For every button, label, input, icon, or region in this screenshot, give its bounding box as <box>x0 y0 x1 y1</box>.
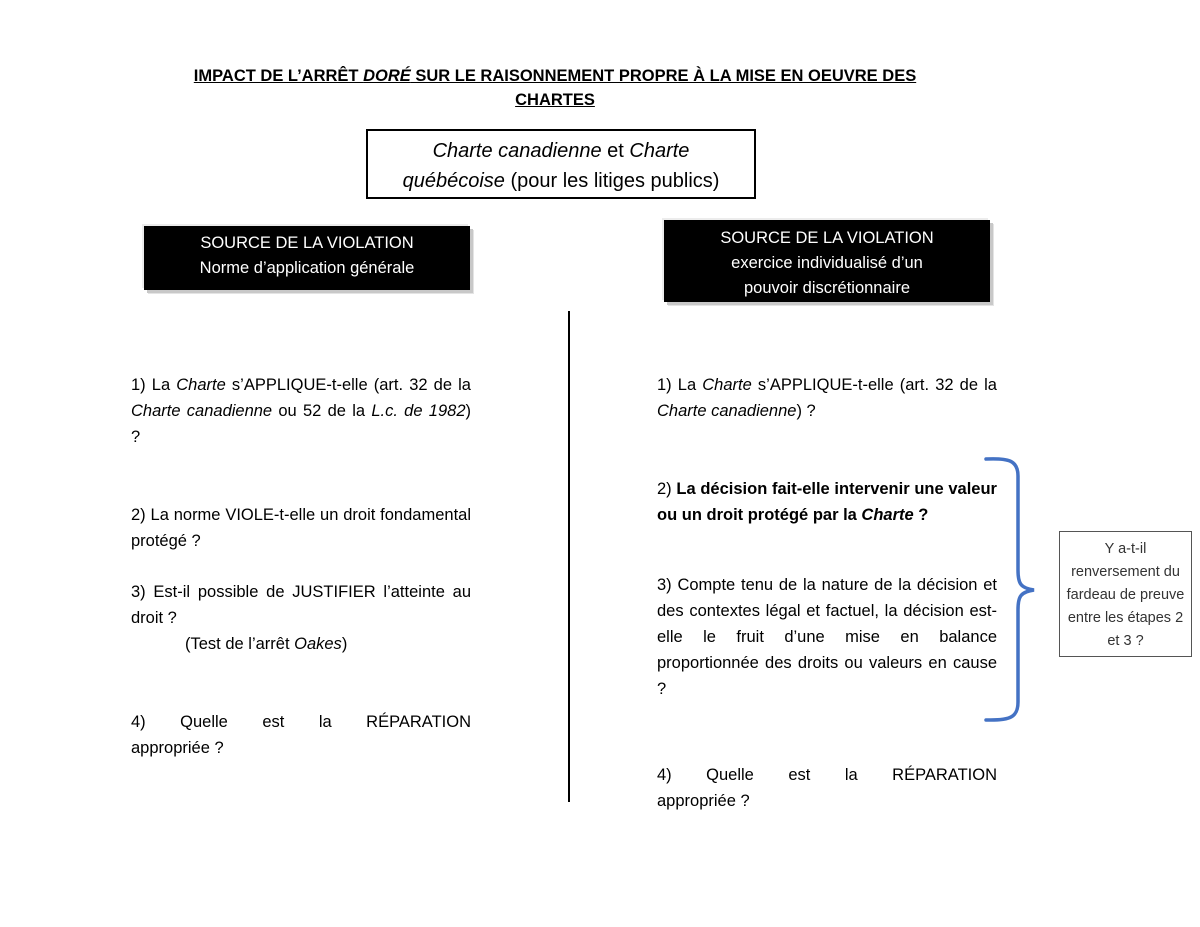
left-step-4: 4) Quelle est la RÉPARATION appropriée ? <box>131 713 471 757</box>
left-step-1: 1) La Charte s’APPLIQUE-t-elle (art. 32 de la Charte canadienne ou 52 de la L.c. de 1982) ? <box>131 376 472 446</box>
curly-bracket <box>978 452 1038 726</box>
left-step-2: 2) La norme VIOLE-t-elle un droit fondamental protégé ? <box>131 506 471 550</box>
charter-scope-box: Charte canadienne et Charte québécoise (pour les litiges publics) <box>366 129 756 199</box>
right-source-box: SOURCE DE LA VIOLATION exercice individualisé d’un pouvoir discrétionnaire <box>664 220 990 302</box>
title-emphasis: DORÉ <box>363 67 411 85</box>
right-step-4: 4) Quelle est la RÉPARATION appropriée ? <box>657 766 997 810</box>
oakes-test-note: (Test de l’arrêt Oakes) <box>185 635 348 653</box>
title-line-1: IMPACT DE L’ARRÊT DORÉ SUR LE RAISONNEMENT PROPRE À LA MISE EN OEUVRE DES <box>193 67 917 85</box>
column-divider <box>568 311 570 802</box>
left-source-box: SOURCE DE LA VIOLATION Norme d’application générale <box>144 226 470 290</box>
right-step-2: 2) La décision fait-elle intervenir une valeur ou un droit protégé par la Charte ? <box>657 480 997 524</box>
right-step-3: 3) Compte tenu de la nature de la décision et des contextes légal et factuel, la décision est-elle le fruit d’une mise en balance proportionnée des droits ou valeurs en cause ? <box>657 576 997 698</box>
bracket-path <box>986 459 1034 720</box>
title-line-2: CHARTES <box>515 91 595 109</box>
burden-of-proof-callout: Y a-t-il renversement du fardeau de preuve entre les étapes 2 et 3 ? <box>1059 531 1192 657</box>
page-title <box>150 64 960 112</box>
right-step-1: 1) La Charte s’APPLIQUE-t-elle (art. 32 de la Charte canadienne) ? <box>657 376 997 420</box>
left-step-3: 3) Est-il possible de JUSTIFIER l’atteinte au droit ? (Test de l’arrêt Oakes) <box>131 579 471 657</box>
